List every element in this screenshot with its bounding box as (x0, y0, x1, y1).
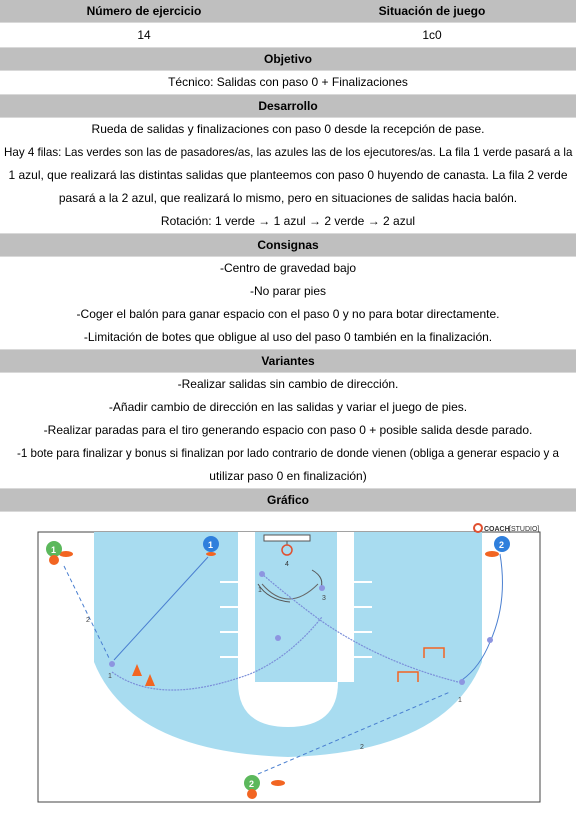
header-values-row (0, 23, 576, 48)
desarrollo-line: 1 azul, que realizará las distintas salidas que planteemos con paso 0 huyendo de canasta. La fila 2 verde (8, 168, 568, 182)
key-inner (255, 532, 337, 682)
variantes-line: -Añadir cambio de dirección en las salidas y variar el juego de pies. (108, 400, 468, 414)
player-blue-2-label: 2 (499, 540, 505, 550)
desarrollo-line: Hay 4 filas: Las verdes son las de pasadores/as, las azules las de los ejecutores/as. La fila 1 verde pasará a la (4, 146, 573, 159)
path-label-1c: 1 (258, 587, 262, 594)
player-green-1-label: 1 (51, 545, 57, 555)
exercise-number-value: 14 (137, 28, 151, 42)
grafico-title (0, 489, 576, 512)
court-diagram (0, 512, 576, 812)
variantes-line: -1 bote para finalizar y bonus si finalizan por lado contrario de donde vienen (obliga a generar espacio y a (16, 447, 560, 460)
logo-icon (474, 524, 482, 532)
game-situation-value: 1c0 (422, 28, 442, 42)
logo-text: COACH (484, 526, 510, 533)
path-label-3: 3 (322, 595, 326, 602)
logo-suffix: [STUDIO] (509, 526, 540, 533)
path-label-2b: 2 (86, 617, 90, 624)
path-label-2: 2 (360, 744, 364, 751)
consignas-title-text: Consignas (257, 238, 319, 252)
variantes-title (0, 350, 576, 373)
variantes-line: utilizar paso 0 en finalización) (209, 469, 367, 483)
variantes-body (0, 373, 576, 489)
grafico-title-text: Gráfico (266, 493, 309, 507)
variantes-title-text: Variantes (261, 354, 315, 368)
cone-icon (206, 552, 216, 556)
objetivo-title-text: Objetivo (263, 52, 312, 66)
variantes-line: -Realizar salidas sin cambio de dirección. (177, 377, 399, 391)
court-svg (0, 512, 576, 812)
cone-icon (485, 551, 499, 557)
player-blue-1-label: 1 (208, 540, 214, 550)
desarrollo-title-text: Desarrollo (258, 99, 318, 113)
desarrollo-line: Rueda de salidas y finalizaciones con paso 0 desde la recepción de pase. (91, 122, 485, 136)
header-labels-row (0, 0, 576, 23)
player-green-2-label: 2 (249, 779, 255, 789)
consignas-line: -No parar pies (249, 284, 327, 298)
desarrollo-title (0, 95, 576, 118)
path-label-1: 1 (108, 673, 112, 680)
variantes-line: -Realizar paradas para el tiro generando espacio con paso 0 + posible salida desde parado. (43, 423, 533, 437)
path-label-1b: 1 (458, 697, 462, 704)
consignas-line: -Centro de gravedad bajo (219, 261, 357, 275)
game-situation-label: Situación de juego (378, 4, 486, 18)
objetivo-body (0, 71, 576, 95)
desarrollo-body (0, 118, 576, 234)
objetivo-text: Técnico: Salidas con paso 0 + Finalizaciones (168, 75, 408, 89)
consignas-line: -Coger el balón para ganar espacio con el paso 0 y no para botar directamente. (76, 307, 500, 321)
ball-icon (247, 789, 257, 799)
consignas-body (0, 257, 576, 350)
cone-icon (271, 780, 285, 786)
consignas-title (0, 234, 576, 257)
consignas-line: -Limitación de botes que obligue al uso del paso 0 también en la finalización. (83, 330, 493, 344)
ball-icon (49, 555, 59, 565)
desarrollo-line: Rotación: 1 verde → 1 azul → 2 verde → 2 azul (160, 214, 416, 228)
path-label-4: 4 (285, 561, 289, 568)
objetivo-title (0, 48, 576, 71)
backboard (264, 535, 310, 541)
desarrollo-line: pasará a la 2 azul, que realizará lo mismo, pero en situaciones de salidas hacia balón. (58, 191, 518, 205)
exercise-number-label: Número de ejercicio (86, 4, 202, 18)
coach-studio-logo (474, 524, 539, 533)
